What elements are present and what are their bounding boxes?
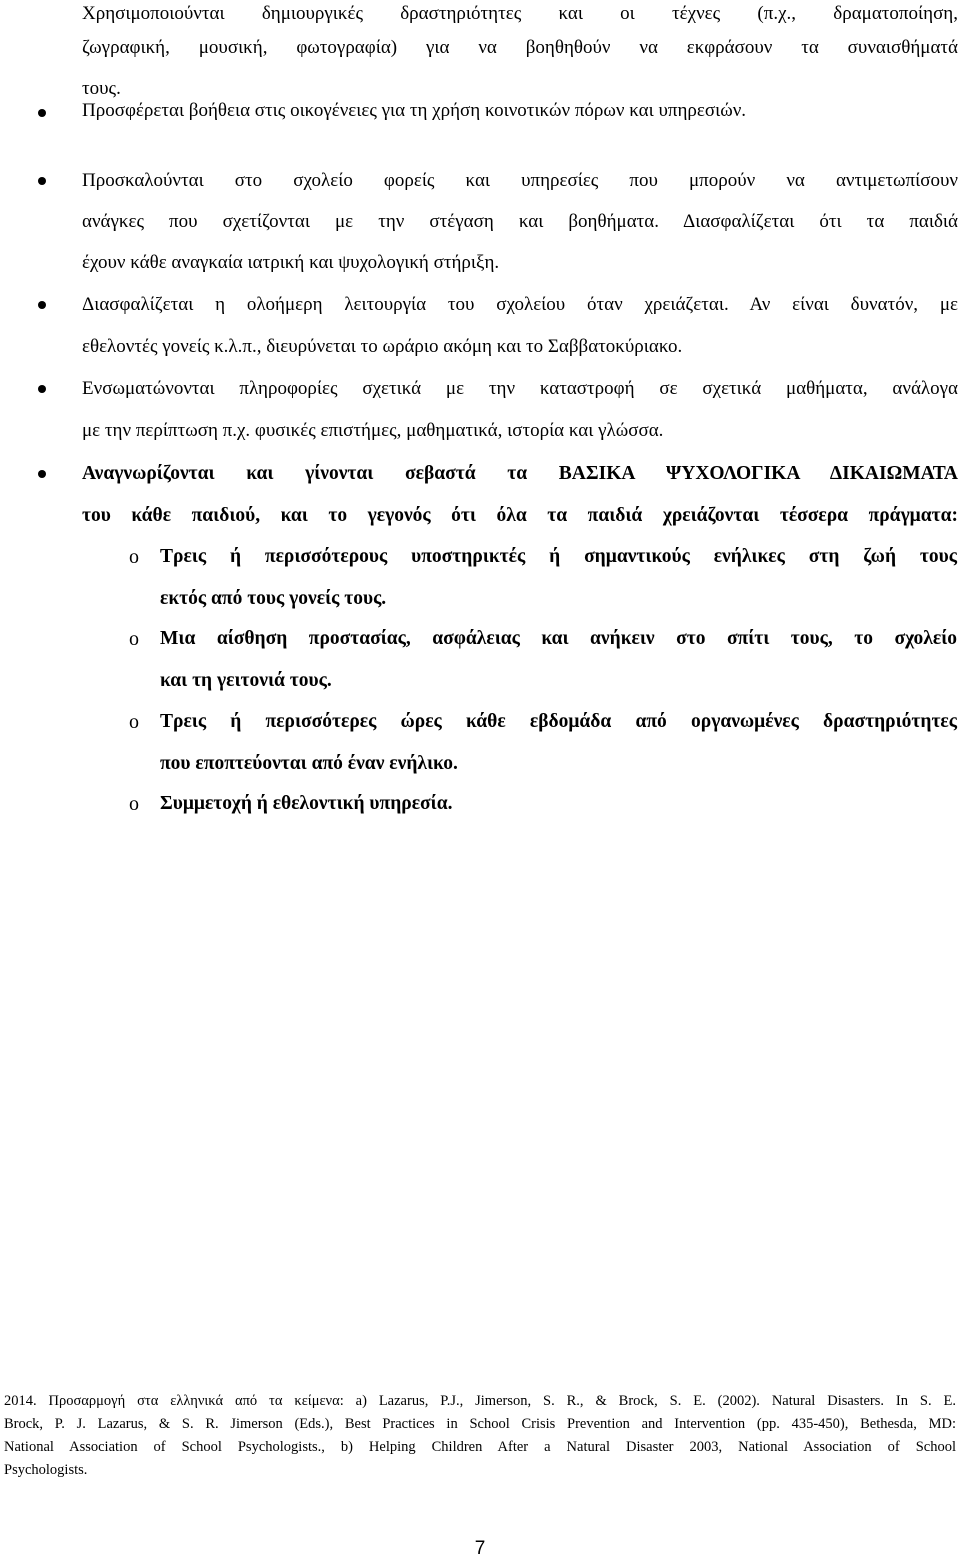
bullet-line: Διασφαλίζεται η ολοήμερη λειτουργία του σχολείου όταν χρειάζεται. Αν είναι δυνατόν, με: [82, 294, 958, 315]
bullet-line: έχουν κάθε αναγκαία ιατρική και ψυχολογική στήριξη.: [82, 252, 500, 273]
bullet-line: ανάγκες που σχετίζονται με την στέγαση και βοηθήματα. Διασφαλίζεται ότι τα παιδιά: [82, 211, 958, 232]
footnote-line: 2014. Προσαρμογή στα ελληνικά από τα κείμενα: a) Lazarus, P.J., Jimerson, S. R., & Brock, S. E. (2002). Natural Disasters. In S. E.: [4, 1393, 956, 1409]
bullet-line: εθελοντές γονείς κ.λ.π., διευρύνεται το ωράριο ακόμη και το Σαββατοκύριακο.: [82, 336, 683, 357]
bullet-dot-icon: [38, 385, 46, 393]
bullet-line: με την περίπτωση π.χ. φυσικές επιστήμες, μαθηματικά, ιστορία και γλώσσα.: [82, 420, 664, 441]
page-number: 7: [474, 1538, 486, 1559]
bullet-line: Προσκαλούνται στο σχολείο φορείς και υπηρεσίες που μπορούν να αντιμετωπίσουν: [82, 170, 958, 191]
footnote-line: National Association of School Psychologists., b) Helping Children After a Natural Disaster 2003, National Association of School: [4, 1439, 956, 1455]
intro-line: τους.: [82, 78, 121, 99]
intro-line: Χρησιμοποιούνται δημιουργικές δραστηριότητες και οι τέχνες (π.χ., δραματοποίηση,: [82, 3, 958, 24]
intro-line: ζωγραφική, μουσική, φωτογραφία) για να βοηθηθούν να εκφράσουν τα συναισθήματά: [82, 37, 958, 58]
bullet-dot-icon: [38, 301, 46, 309]
bullet-line-bold: του κάθε παιδιού, και το γεγονός ότι όλα τα παιδιά χρειάζονται τέσσερα πράγματα:: [82, 505, 958, 526]
bullet-dot-icon: [38, 177, 46, 185]
bullet-dot-icon: [38, 109, 46, 117]
footnote-line: Psychologists.: [4, 1462, 88, 1478]
sub-bullet-marker: o: [129, 793, 139, 815]
sub-item-line: Συμμετοχή ή εθελοντική υπηρεσία.: [160, 793, 453, 814]
sub-item-line: και τη γειτονιά τους.: [160, 670, 332, 691]
sub-item-line: Μια αίσθηση προστασίας, ασφάλειας και ανήκειν στο σπίτι τους, το σχολείο: [160, 628, 957, 649]
sub-bullet-marker: o: [129, 546, 139, 568]
bullet-dot-icon: [38, 470, 46, 478]
bullet-line: Προσφέρεται βοήθεια στις οικογένειες για τη χρήση κοινοτικών πόρων και υπηρεσιών.: [82, 100, 747, 121]
sub-item-line: Τρεις ή περισσότερες ώρες κάθε εβδομάδα από οργανωμένες δραστηριότητες: [160, 711, 957, 732]
footnote-line: Brock, P. J. Lazarus, & S. R. Jimerson (Eds.), Best Practices in School Crisis Prevention and Intervention (pp. 435-450), Bethesda, MD:: [4, 1416, 956, 1432]
sub-item-line: που εποπτεύονται από έναν ενήλικο.: [160, 753, 458, 774]
sub-item-line: Τρεις ή περισσότερους υποστηρικτές ή σημαντικούς ενήλικες στη ζωή τους: [160, 546, 957, 567]
sub-item-line: εκτός από τους γονείς τους.: [160, 588, 387, 609]
sub-bullet-marker: o: [129, 628, 139, 650]
bullet-line: Ενσωματώνονται πληροφορίες σχετικά με την καταστροφή σε σχετικά μαθήματα, ανάλογα: [82, 378, 958, 399]
sub-bullet-marker: o: [129, 711, 139, 733]
bullet-line-bold: Αναγνωρίζονται και γίνονται σεβαστά τα ΒΑΣΙΚΑ ΨΥΧΟΛΟΓΙΚΑ ΔΙΚΑΙΩΜΑΤΑ: [82, 463, 958, 484]
